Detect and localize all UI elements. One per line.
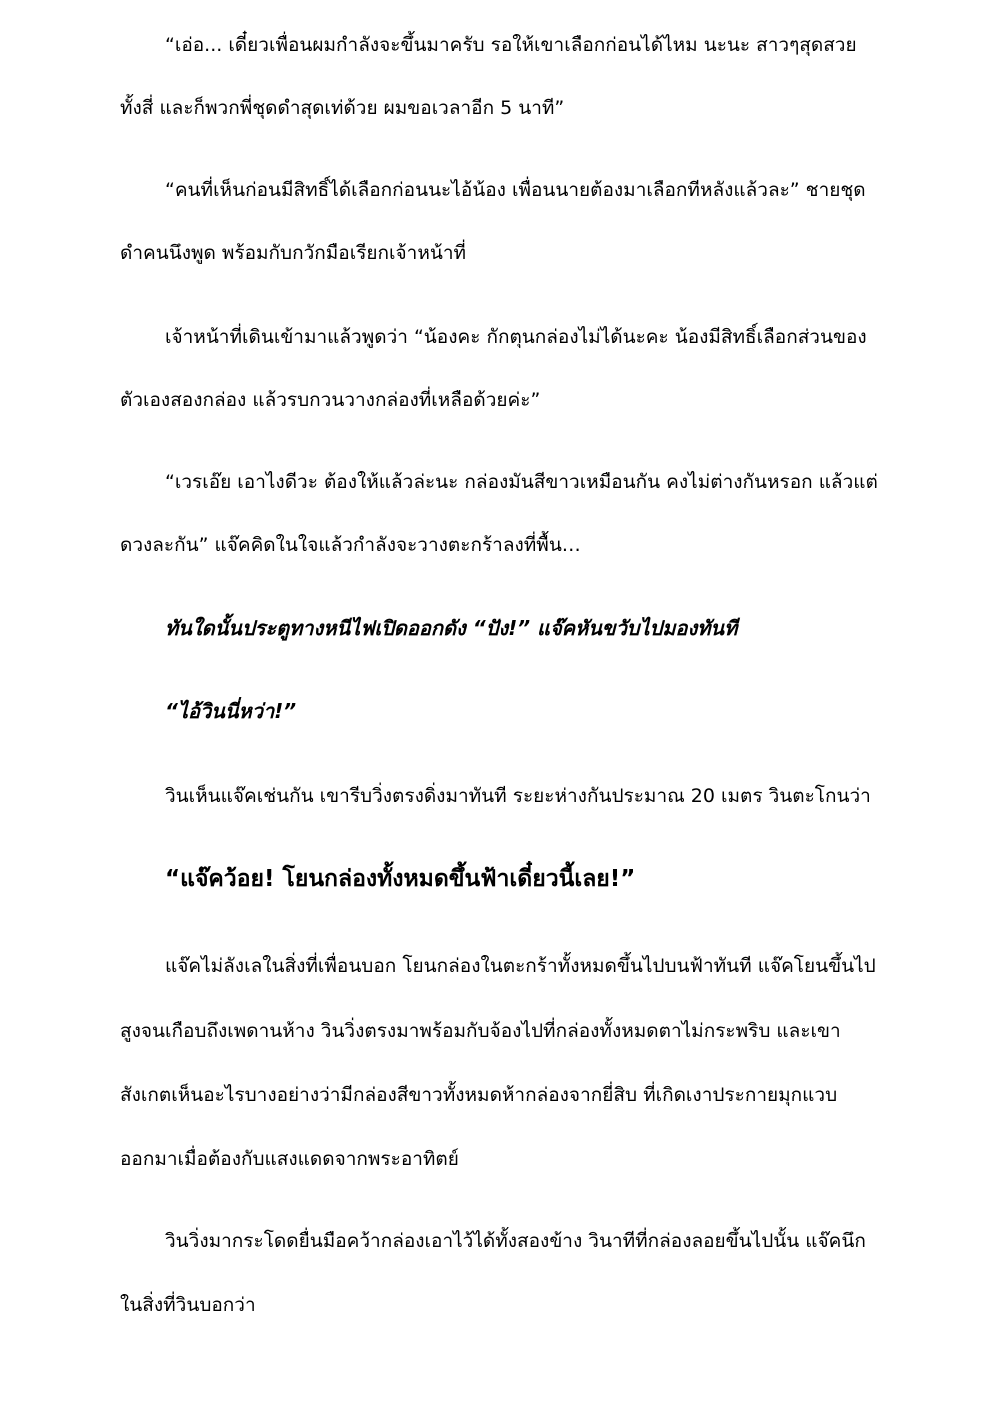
p8-shout-line: “แจ๊คว้อย! โยนกล่องทั้งหมดขึ้นฟ้าเดี๋ยวนี้เลย!” bbox=[165, 866, 636, 892]
p3-line2: ตัวเองสองกล่อง แล้วรบกวนวางกล่องที่เหลือด้วยค่ะ” bbox=[120, 389, 541, 411]
p2-line1: “คนที่เห็นก่อนมีสิทธิ์ได้เลือกก่อนนะไอ้น้อง เพื่อนนายต้องมาเลือกทีหลังแล้วละ” ชายชุด bbox=[165, 179, 866, 201]
p10-line1: วินวิ่งมากระโดดยื่นมือคว้ากล่องเอาไว้ได้ทั้งสองข้าง วินาทีที่กล่องลอยขึ้นไปนั้น แจ๊คนึก bbox=[165, 1230, 866, 1252]
p9-line1: แจ๊คไม่ลังเลในสิ่งที่เพื่อนบอก โยนกล่องในตะกร้าทั้งหมดขึ้นไปบนฟ้าทันที แจ๊คโยนขึ้นไป bbox=[165, 955, 876, 977]
p2-line2: ดำคนนึงพูด พร้อมกับกวักมือเรียกเจ้าหน้าที่ bbox=[120, 242, 467, 264]
p5-emphasis-line: ทันใดนั้นประตูทางหนีไฟเปิดออกดัง “ปัง!” แจ๊คหันขวับไปมองทันที bbox=[165, 616, 738, 640]
p1-line2: ทั้งสี่ และก็พวกพี่ชุดดำสุดเท่ด้วย ผมขอเวลาอีก 5 นาที” bbox=[120, 97, 565, 119]
p7-line1: วินเห็นแจ๊คเช่นกัน เขารีบวิ่งตรงดิ่งมาทันที ระยะห่างกันประมาณ 20 เมตร วินตะโกนว่า bbox=[165, 785, 871, 807]
p9-line4: ออกมาเมื่อต้องกับแสงแดดจากพระอาทิตย์ bbox=[120, 1148, 459, 1170]
p9-line3: สังเกตเห็นอะไรบางอย่างว่ามีกล่องสีขาวทั้งหมดห้ากล่องจากยี่สิบ ที่เกิดเงาประกายมุกแวบ bbox=[120, 1084, 838, 1106]
p10-line2: ในสิ่งที่วินบอกว่า bbox=[120, 1294, 256, 1316]
p3-line1: เจ้าหน้าที่เดินเข้ามาแล้วพูดว่า “น้องคะ กักตุนกล่องไม่ได้นะคะ น้องมีสิทธิ์เลือกส่วนของ bbox=[165, 326, 867, 348]
p4-line2: ดวงละกัน” แจ๊คคิดในใจแล้วกำลังจะวางตะกร้าลงที่พื้น… bbox=[120, 534, 581, 556]
p4-line1: “เวรเอ๊ย เอาไงดีวะ ต้องให้แล้วล่ะนะ กล่องมันสีขาวเหมือนกัน คงไม่ต่างกันหรอก แล้วแต่ bbox=[165, 471, 878, 493]
p9-line2: สูงจนเกือบถึงเพดานห้าง วินวิ่งตรงมาพร้อมกับจ้องไปที่กล่องทั้งหมดตาไม่กระพริบ และเขา bbox=[120, 1020, 841, 1042]
p6-exclamation-line: “ไอ้วินนี่หว่า!” bbox=[165, 699, 297, 723]
p1-line1: “เอ่อ... เดี๋ยวเพื่อนผมกำลังจะขึ้นมาครับ รอให้เขาเลือกก่อนได้ไหม นะนะ สาวๆสุดสวย bbox=[165, 34, 857, 56]
